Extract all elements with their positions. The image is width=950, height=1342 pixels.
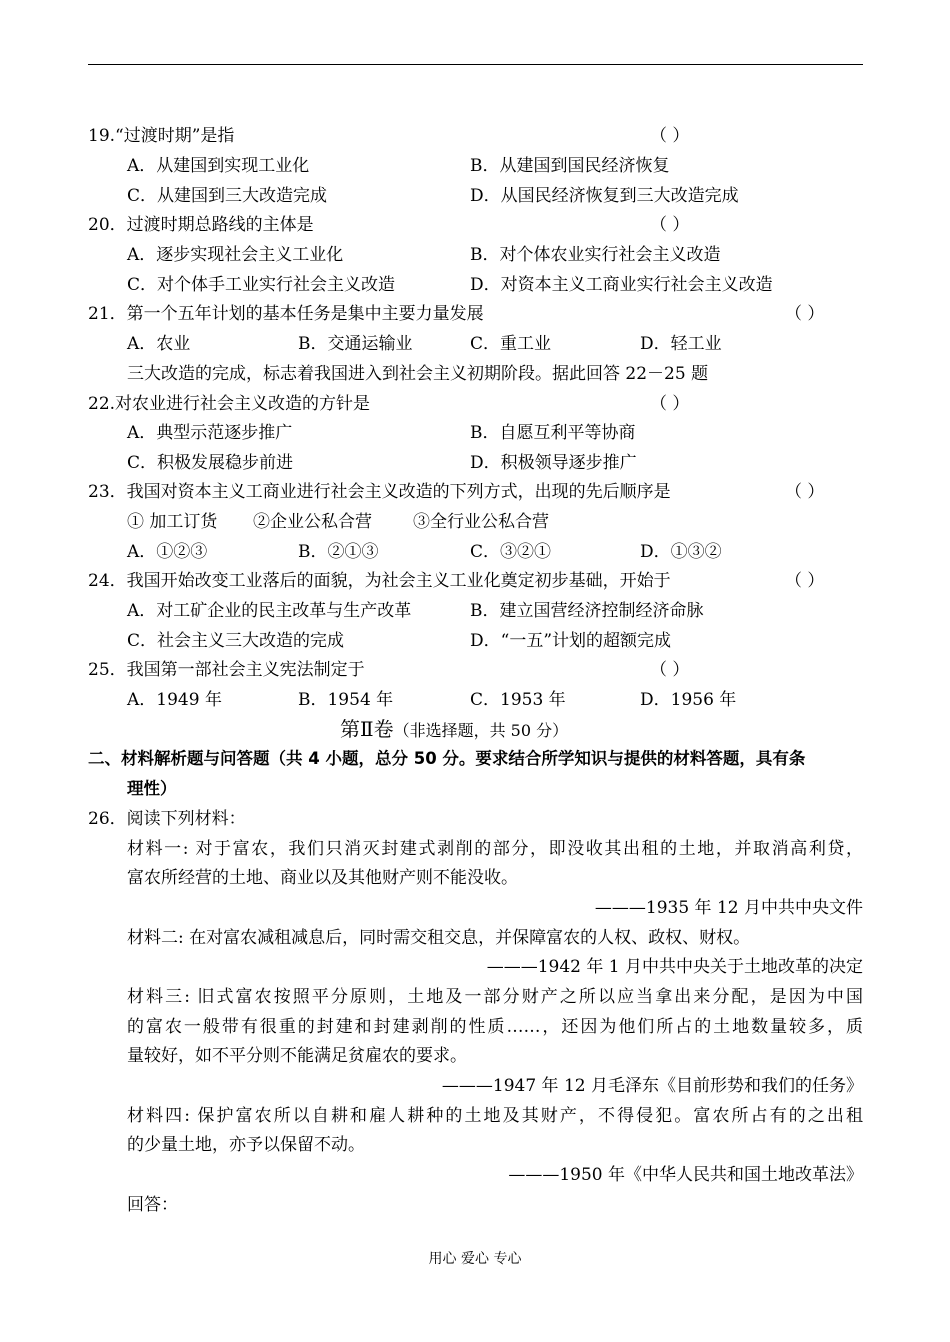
q20-option-a: A．逐步实现社会主义工业化 [127,245,344,265]
material-3-line3: 量较好，如不平分则不能满足贫雇农的要求。 [127,1046,467,1066]
question-25-stem: 25．我国第一部社会主义宪法制定于 [88,660,365,680]
material-1-source: ———1935 年 12 月中共中央文件 [594,898,863,918]
answer-blank-21: （ ） [785,304,825,324]
question-20-stem: 20．过渡时期总路线的主体是 [88,215,314,235]
q20-option-c: C．对个体手工业实行社会主义改造 [127,275,396,295]
q20-option-d: D．对资本主义工商业实行社会主义改造 [470,275,773,295]
material-4-line1: 材料四: 保护富农所以自耕和雇人耕种的土地及其财产，不得侵犯。富农所占有的之出租 [127,1106,863,1126]
q21-option-b: B．交通运输业 [298,334,413,354]
q23-option-c: C．③②① [470,542,552,562]
material-2-line1: 材料二: 在对富农减租减息后，同时需交租交息，并保障富农的人权、政权、财权。 [127,928,751,948]
page-footer: 用心 爱心 专心 [428,1251,522,1267]
q19-option-d: D．从国民经济恢复到三大改造完成 [470,186,739,206]
part2-subtitle: （非选择题，共 50 分） [393,721,569,740]
answer-blank-25: （ ） [650,660,690,680]
material-1-line1: 材料一: 对于富农，我们只消灭封建式剥削的部分，即没收其出租的土地，并取消高利贷， [127,839,863,859]
question-21-stem: 21．第一个五年计划的基本任务是集中主要力量发展 [88,304,484,324]
question-22-stem: 22.对农业进行社会主义改造的方针是 [88,394,371,414]
intro-22-25: 三大改造的完成，标志着我国进入到社会主义初期阶段。据此回答 22－25 题 [127,364,709,384]
answer-blank-20: （ ） [650,215,690,235]
answer-blank-24: （ ） [785,571,825,591]
answer-blank-19: （ ） [650,126,690,146]
q22-option-c: C．积极发展稳步前进 [127,453,294,473]
q23-option-b: B．②①③ [298,542,379,562]
part2-title-main: 第Ⅱ卷 [340,717,394,741]
q22-option-a: A．典型示范逐步推广 [127,423,293,443]
q23-method-3: ③全行业公私合营 [413,512,549,532]
q21-option-a: A．农业 [127,334,191,354]
material-1-line2: 富农所经营的土地、商业以及其他财产则不能没收。 [127,868,518,888]
q25-option-b: B．1954 年 [298,690,394,710]
q24-option-d: D．“一五”计划的超额完成 [470,631,672,651]
q19-option-a: A．从建国到实现工业化 [127,156,310,176]
q22-option-b: B．自愿互利平等协商 [470,423,636,443]
material-4-source: ———1950 年《中华人民共和国土地改革法》 [508,1165,863,1185]
question-23-stem: 23．我国对资本主义工商业进行社会主义改造的下列方式，出现的先后顺序是 [88,482,671,502]
q23-method-2: ②企业公私合营 [253,512,372,532]
question-24-stem: 24．我国开始改变工业落后的面貌，为社会主义工业化奠定初步基础，开始于 [88,571,671,591]
q25-option-a: A．1949 年 [127,690,222,710]
q24-option-b: B．建立国营经济控制经济命脉 [470,601,704,621]
question-26-stem: 26．阅读下列材料： [88,809,246,829]
q19-option-b: B．从建国到国民经济恢复 [470,156,670,176]
header-rule [88,64,863,65]
material-3-line1: 材料三: 旧式富农按照平分原则，土地及一部分财产之所以应当拿出来分配，是因为中国 [127,987,863,1007]
material-3-source: ———1947 年 12 月毛泽东《目前形势和我们的任务》 [441,1076,863,1096]
q21-option-c: C．重工业 [470,334,552,354]
q23-option-d: D．①③② [640,542,722,562]
q22-option-d: D．积极领导逐步推广 [470,453,637,473]
q20-option-b: B．对个体农业实行社会主义改造 [470,245,721,265]
answer-blank-22: （ ） [650,394,690,414]
q24-option-c: C．社会主义三大改造的完成 [127,631,345,651]
q23-option-a: A．①②③ [127,542,208,562]
q19-option-c: C．从建国到三大改造完成 [127,186,328,206]
material-2-source: ———1942 年 1 月中共中央关于土地改革的决定 [486,957,863,977]
answer-prompt: 回答： [127,1195,178,1215]
material-3-line2: 的富农一般带有很重的封建和封建剥削的性质……，还因为他们所占的土地数量较多，质 [127,1017,863,1037]
q23-method-1: ① 加工订货 [127,512,218,532]
q25-option-d: D．1956 年 [640,690,737,710]
part2-heading-line1: 二、材料解析题与问答题（共 4 小题，总分 50 分。要求结合所学知识与提供的材料答题，具有条 [88,749,806,768]
part2-heading-line2: 理性） [127,779,177,798]
part2-title [340,718,568,742]
q21-option-d: D．轻工业 [640,334,722,354]
question-19-stem: 19.“过渡时期”是指 [88,126,235,146]
answer-blank-23: （ ） [785,482,825,502]
q24-option-a: A．对工矿企业的民主改革与生产改革 [127,601,412,621]
q25-option-c: C．1953 年 [470,690,566,710]
material-4-line2: 的少量土地，亦予以保留不动。 [127,1135,365,1155]
